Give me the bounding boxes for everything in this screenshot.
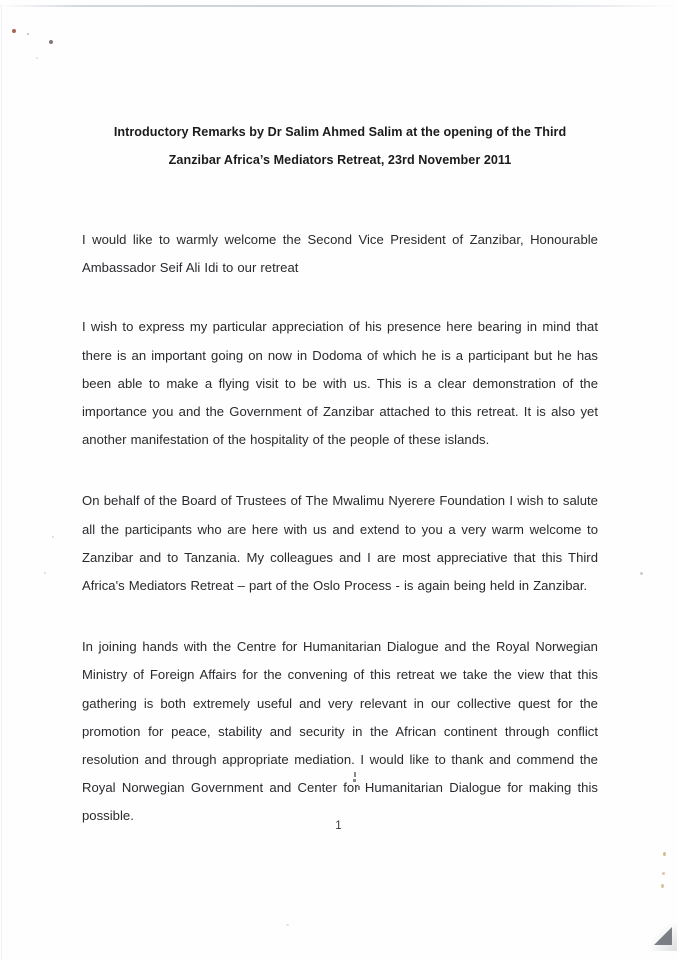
paragraph-welcome: I would like to warmly welcome the Second Vice President of Zanzibar, Honourable Ambassador Seif Ali Idi to our retreat [82, 232, 598, 276]
scan-speck [286, 924, 289, 926]
scan-speck [44, 572, 46, 574]
scan-speck [52, 536, 54, 538]
document-body [82, 0, 598, 831]
corner-fold-artifact [654, 927, 672, 945]
scan-speck [662, 872, 665, 875]
scan-speck [640, 572, 643, 575]
scan-speck [27, 33, 29, 35]
scan-speck [36, 57, 38, 59]
document-title-line-1: Introductory Remarks by Dr Salim Ahmed Salim at the opening of the Third [113, 125, 567, 139]
document-title [82, 0, 598, 174]
scan-left-edge [1, 5, 2, 960]
scan-speck [663, 852, 666, 856]
paragraph-joining-hands: In joining hands with the Centre for Humanitarian Dialogue and the Royal Norwegian Ministry of Foreign Affairs for the convening of this retreat we take the view that this gathering is both extremely useful and very relevant in our collective quest for the promotion for peace, stability and security in the African continent through conflict resolution and through appropriate mediation. I would like to thank and commend the Royal Norwegian Government and Center for Humanitarian Dialogue for making this possible. [82, 639, 598, 824]
paragraph-appreciation: I wish to express my particular appreciation of his presence here bearing in mind that there is an important going on now in Dodoma of which he is a participant but he has been able to make a flying visit to be with us. This is a clear demonstration of the importance you and the Government of Zanzibar attached to this retreat. It is also yet another manifestation of the hospitality of the people of these islands. [82, 319, 598, 448]
page-number: 1 [335, 820, 342, 832]
document-title-line-2: Zanzibar Africa’s Mediators Retreat, 23rd November 2011 [168, 153, 512, 167]
scan-speck [12, 29, 16, 33]
paragraph-board-of-trustees: On behalf of the Board of Trustees of The Mwalimu Nyerere Foundation I wish to salute all the participants who are here with us and extend to you a very warm welcome to Zanzibar and to Tanzania. My colleagues and I are most appreciative that this Third Africa's Mediators Retreat – part of the Oslo Process - is again being held in Zanzibar. [82, 493, 598, 594]
scan-speck [49, 40, 53, 44]
scan-speck [661, 884, 664, 888]
